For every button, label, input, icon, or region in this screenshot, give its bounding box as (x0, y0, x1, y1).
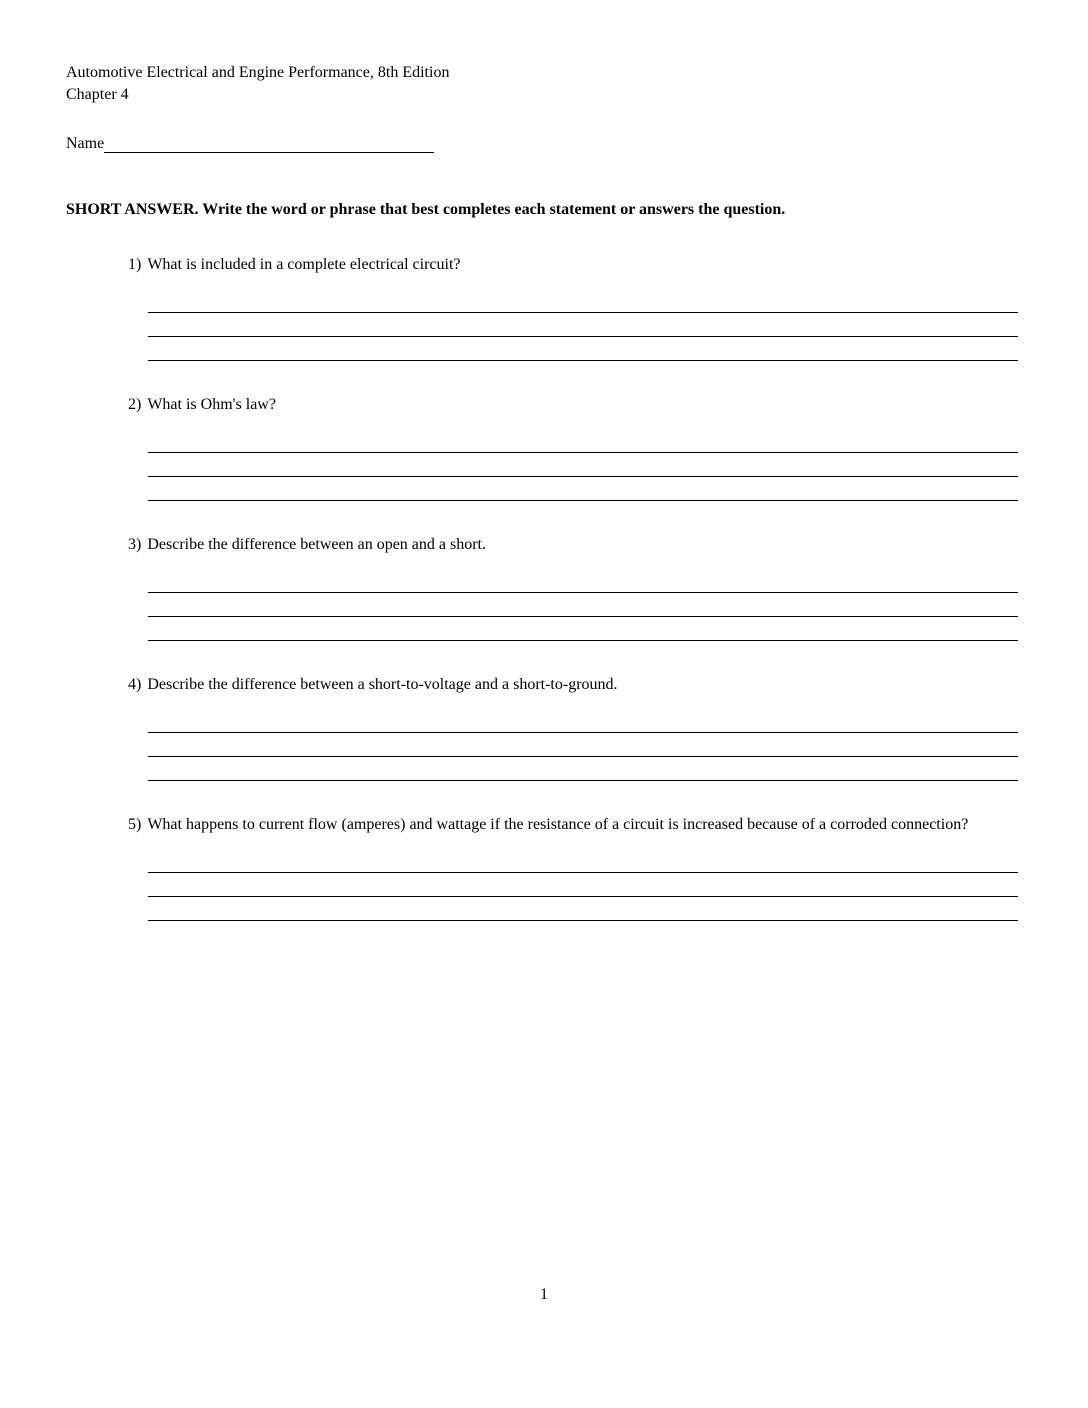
answer-line (148, 569, 1018, 593)
answer-line (148, 313, 1018, 337)
answer-lines (148, 569, 1018, 641)
question-number: 3) (128, 536, 142, 553)
answer-line (148, 849, 1018, 873)
question-number: 5) (128, 816, 142, 833)
answer-line (148, 429, 1018, 453)
question-list (66, 254, 1018, 921)
answer-lines (148, 709, 1018, 781)
answer-line (148, 617, 1018, 641)
question-4 (128, 674, 1018, 781)
question-2 (128, 394, 1018, 501)
question-number: 2) (128, 396, 142, 413)
answer-line (148, 709, 1018, 733)
question-text-row (128, 254, 1018, 276)
answer-line (148, 593, 1018, 617)
answer-lines (148, 289, 1018, 361)
section-instruction: SHORT ANSWER. Write the word or phrase that best completes each statement or answers the question. (66, 201, 786, 218)
question-text-row (128, 674, 1018, 696)
question-number: 1) (128, 256, 142, 273)
answer-line (148, 873, 1018, 897)
question-text-row (128, 534, 1018, 556)
answer-line (148, 477, 1018, 501)
question-text: What is included in a complete electrical circuit? (147, 256, 461, 273)
answer-line (148, 733, 1018, 757)
answer-lines (148, 849, 1018, 921)
question-text-row (128, 814, 1018, 836)
question-number: 4) (128, 676, 142, 693)
question-text-row (128, 394, 1018, 416)
page-number: 1 (540, 1286, 548, 1303)
answer-line (148, 337, 1018, 361)
question-text: What is Ohm's law? (147, 396, 276, 413)
answer-line (148, 757, 1018, 781)
document-title: Automotive Electrical and Engine Performance, 8th Edition (66, 64, 450, 81)
answer-lines (148, 429, 1018, 501)
question-text: Describe the difference between a short-to-voltage and a short-to-ground. (147, 676, 618, 693)
name-row (66, 134, 1018, 153)
question-1 (128, 254, 1018, 361)
answer-line (148, 453, 1018, 477)
name-label: Name (66, 135, 105, 152)
answer-line (148, 289, 1018, 313)
question-text: What happens to current flow (amperes) and wattage if the resistance of a circuit is increased because of a corroded connection? (147, 816, 969, 833)
question-5 (128, 814, 1018, 921)
name-blank-line (104, 134, 434, 153)
document-header (66, 62, 1018, 106)
question-text: Describe the difference between an open and a short. (147, 536, 486, 553)
answer-line (148, 897, 1018, 921)
chapter-label: Chapter 4 (66, 86, 129, 103)
question-3 (128, 534, 1018, 641)
